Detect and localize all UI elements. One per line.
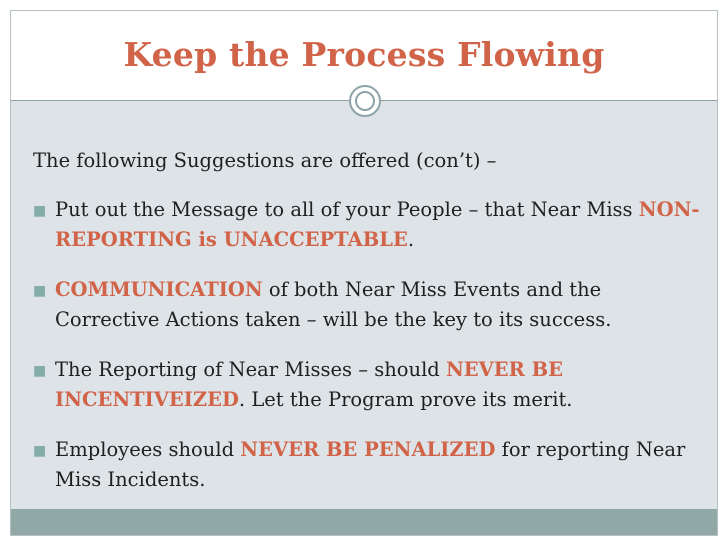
- circle-ornament-inner: [355, 91, 375, 111]
- slide-frame: [10, 10, 718, 536]
- bullet-icon: ■: [33, 203, 47, 219]
- bullet-item: [33, 195, 703, 255]
- circle-ornament-icon: [349, 85, 381, 117]
- bullet-icon: ■: [33, 283, 47, 299]
- bullet-item: [33, 275, 703, 335]
- intro-text: The following Suggestions are offered (con’t) –: [33, 149, 497, 172]
- bullet-item: [33, 435, 703, 495]
- slide-title: Keep the Process Flowing: [123, 35, 605, 74]
- emphasis-text: COMMUNICATION: [55, 278, 263, 301]
- emphasis-text: NEVER BE PENALIZED: [240, 438, 496, 461]
- bullet-icon: ■: [33, 443, 47, 459]
- bullet-text: Put out the Message to all of your People – that Near Miss NON-REPORTING is UNACCEPTABLE.: [55, 198, 700, 251]
- emphasis-text: NEVER BE INCENTIVEIZED: [55, 358, 564, 411]
- bullet-text: Employees should NEVER BE PENALIZED for reporting Near Miss Incidents.: [55, 438, 686, 491]
- bullet-item: [33, 355, 703, 415]
- emphasis-text: NON-REPORTING is UNACCEPTABLE: [55, 198, 700, 251]
- footer-bar: [11, 509, 717, 535]
- content-area: [11, 101, 717, 509]
- bullet-text: The Reporting of Near Misses – should NEVER BE INCENTIVEIZED. Let the Program prove its merit.: [55, 358, 573, 411]
- bullet-icon: ■: [33, 363, 47, 379]
- bullet-text: COMMUNICATION of both Near Miss Events and the Corrective Actions taken – will be the key to its success.: [55, 278, 612, 331]
